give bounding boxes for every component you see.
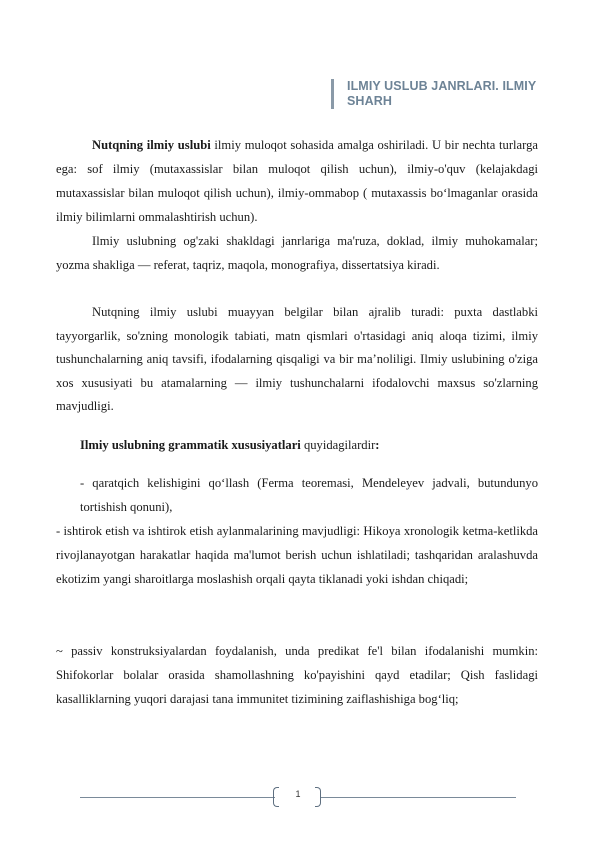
list-item-passive-constructions: ~ passiv konstruksiyalardan foydalanish, unda predikat fe'l bilan ifodalanishi mumkin: Shifokorlar bolalar orasida shamollashning ko'payishini qayd etadilar; Qish faslidagi kasalliklarning yuqori darajasi tana immunitet tizimining zaiflashishiga bog‘liq; xyxy=(56,644,538,706)
footer-bracket-left xyxy=(273,787,279,807)
list-item-participle-constructions: - ishtirok etish va ishtirok etish aylanmalarining mavjudligi: Hikoya xronologik ketma-ketlikda rivojlanayotgan harakatlar haqida ma'lumot berish uchun ishlatiladi; tashqaridan aralashuvda ekotizim yangi sharoitlarga moslashish orqali qayta tiklanadi yoki ishdan chiqadi; xyxy=(56,524,538,586)
footer-line-right xyxy=(321,797,516,798)
header-accent-bar xyxy=(331,79,334,109)
list-item-genitive-case: - qaratqich kelishigini qo‘llash (Ferma teoremasi, Mendeleyev jadvali, butundunyo tortishish qonuni), xyxy=(80,476,538,514)
page-header-title: ILMIY USLUB JANRLARI. ILMIY SHARH xyxy=(347,79,537,108)
paragraph-scientific-style-intro xyxy=(56,133,538,229)
page-number: 1 xyxy=(295,789,301,799)
paragraph-text: ilmiy muloqot sohasida amalga oshiriladi. U bir nechta turlarga ega: sof ilmiy (mutaxassislar bilan muloqot qilish uchun), ilmiy-o'quv (kelajakdagi mutaxassislar bilan muloqot qilish uchun), ilmiy-ommabop ( mutaxassis bo‘lmaganlar orasida ilmiy bilimlarni ommalashtirish uchun). xyxy=(56,138,538,224)
paragraph-genres: Ilmiy uslubning og'zaki shakldagi janrlariga ma'ruza, doklad, ilmiy muhokamalar; yozma shakliga — referat, taqriz, maqola, monografiya, dissertatsiya kiradi. xyxy=(56,234,538,272)
grammar-heading-colon: : xyxy=(375,438,380,452)
grammar-heading-rest: quyidagilardir xyxy=(300,438,376,452)
footer-line-left xyxy=(80,797,275,798)
paragraph-features: Nutqning ilmiy uslubi muayyan belgilar bilan ajralib turadi: puxta dastlabki tayyorgarlik, so'zning monologik tabiati, matn qismlari o'rtasidagi aniq aloqa tizimi, ilmiy tushunchalarning aniq tavsifi, ifodalarning qisqaligi va bir ma’noliligi. Ilmiy uslubining o'ziga xos xususiyati bu atamalarning — ilmiy tushunchalarni ifodalovchi maxsus so'zlarning mavjudligi. xyxy=(56,305,538,413)
grammar-heading-bold: Ilmiy uslubning grammatik xususiyatlari xyxy=(80,438,301,452)
paragraph-grammar-heading xyxy=(80,433,540,457)
paragraph-bold-lead: Nutqning ilmiy uslubi xyxy=(92,138,211,152)
